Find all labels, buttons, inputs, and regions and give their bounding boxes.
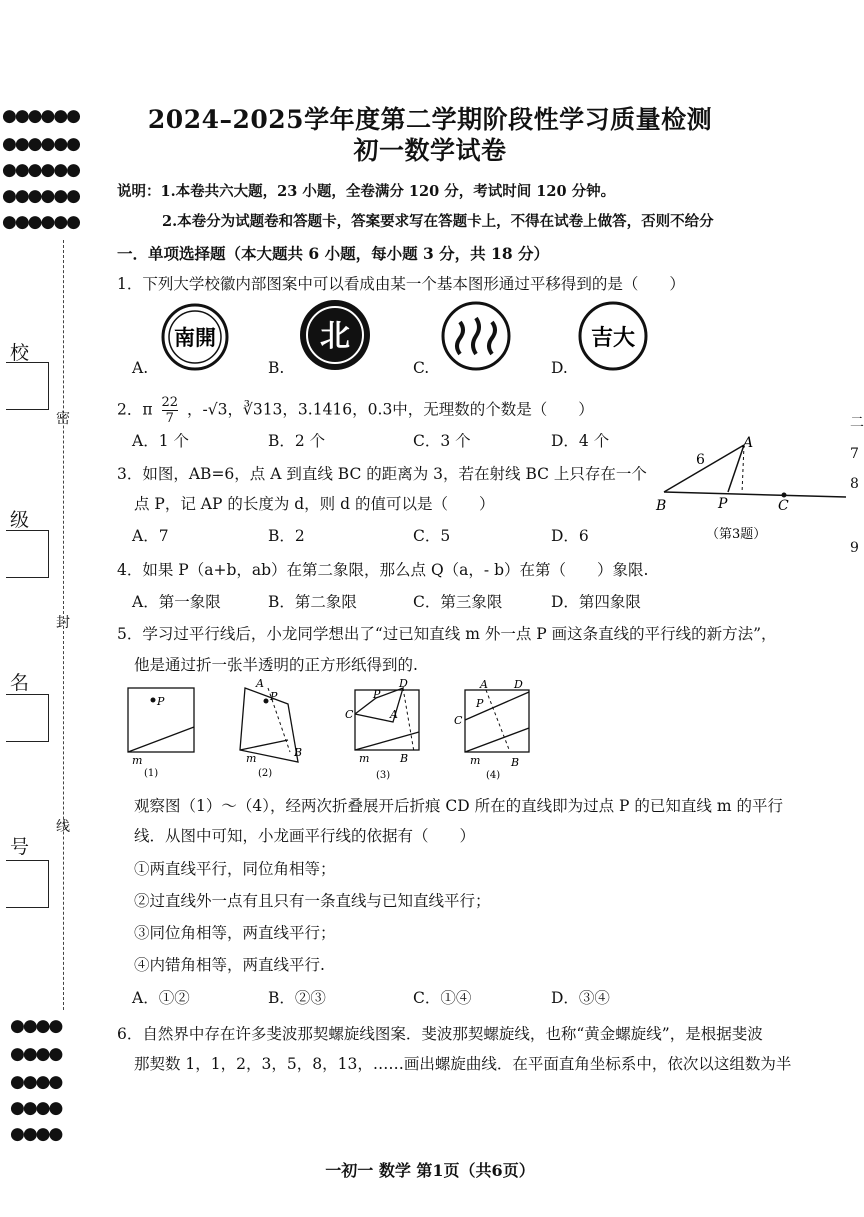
fig2-label-m: m (246, 752, 257, 765)
q5-option-d: D．③④ (551, 989, 610, 1007)
q3-option-b: B．2 (268, 527, 305, 545)
instructions-line1: 说明：1.本卷共六大题，23 小题，全卷满分 120 分，考试时间 120 分钟。 (117, 183, 616, 200)
sidebar-label-school: 校 (10, 342, 30, 364)
sidebar-label-class: 级 (10, 509, 30, 531)
sidebar-dots-row: ●●●●●● (2, 106, 80, 126)
fig3-label-p: P (373, 688, 381, 701)
q2-stem (117, 395, 594, 426)
q1-stem: 1．下列大学校徽内部图案中可以看成由某一个基本图形通过平移得到的是（ ） (117, 275, 685, 293)
q3-label-c: C (778, 498, 789, 514)
sidebar-box-number (6, 860, 49, 908)
q5-line1: 5．学习过平行线后，小龙同学想出了“过已知直线 m 外一点 P 画这条直线的平行线的新方法”， (117, 625, 777, 643)
q1-option-a: A. (132, 359, 149, 377)
q5-item-4: ④内错角相等，两直线平行. (134, 956, 325, 974)
fig2-caption: (2) (258, 768, 273, 779)
sidebar-dots-row: ●●●●●● (2, 186, 80, 206)
fig4-label-p: P (476, 697, 484, 710)
q2-stem-suffix: ，-√3，∛313，3.1416，0.3中，无理数的个数是（ ） (186, 400, 594, 419)
sidebar-box-name (6, 694, 49, 742)
q3-label-length: 6 (696, 452, 705, 468)
q5-observation-line1: 观察图（1）～（4），经两次折叠展开后折痕 CD 所在的直线即为过点 P 的已知直线 m 的平行 (134, 797, 783, 815)
q3-figure (650, 430, 850, 550)
q2-option-c: C．3 个 (413, 432, 471, 450)
sidebar-dots-row: ●●●●●● (2, 134, 80, 154)
sidebar-dots-row: ●●●● (10, 1044, 62, 1064)
sidebar-dots-row: ●●●●●● (2, 160, 80, 180)
q5-figures (118, 677, 538, 790)
emblem-nankai (160, 302, 230, 372)
emblem-jilin (577, 300, 649, 372)
fig2-label-b: B (294, 746, 303, 759)
q2-stem-prefix: 2．π (117, 400, 153, 419)
q5-line2: 他是通过折一张半透明的正方形纸得到的. (134, 656, 418, 674)
q5-observation-line2: 线．从图中可知，小龙画平行线的依据有（ ） (134, 827, 476, 845)
sidebar-label-name: 名 (10, 672, 30, 694)
q3-option-a: A．7 (132, 527, 169, 545)
q4-option-a: A．第一象限 (132, 593, 221, 611)
emblem-peking (298, 298, 372, 372)
q1-option-b: B. (268, 359, 285, 377)
sidebar-dots-row: ●●●●●● (2, 212, 80, 232)
q3-line2: 点 P，记 AP 的长度为 d，则 d 的值可以是（ ） (134, 495, 495, 513)
page-footer: 一初一 数学 第1页（共6页） (325, 1161, 535, 1180)
sidebar-label-number: 号 (10, 836, 30, 858)
fig3-label-m: m (359, 752, 370, 765)
q2-option-d: D．4 个 (551, 432, 610, 450)
fig2-label-p: P (270, 690, 278, 703)
binding-char-xian: 线 (56, 819, 70, 835)
section1-heading: 一．单项选择题（本大题共 6 小题，每小题 3 分，共 18 分） (117, 244, 550, 263)
emblem-nankai-text: 南開 (174, 325, 216, 350)
q5-item-2: ②过直线外一点有且只有一条直线与已知直线平行； (134, 892, 491, 910)
q3-line1: 3．如图，AB=6，点 A 到直线 BC 的距离为 3，若在射线 BC 上只存在一个 (117, 465, 647, 483)
fig3-caption: (3) (376, 770, 391, 781)
q2-option-a: A．1 个 (132, 432, 189, 450)
q6-line2: 那契数 1，1，2，3，5，8，13，……画出螺旋曲线．在平面直角坐标系中，依次以这组数为半 (134, 1055, 792, 1073)
fig4-label-a: A (480, 678, 488, 691)
q4-option-c: C．第三象限 (413, 593, 503, 611)
emblem-sichuan (440, 300, 512, 372)
instructions-line2: 2.本卷分为试题卷和答题卡，答案要求写在答题卡上，不得在试卷上做答，否则不给分 (162, 213, 714, 230)
q6-line1: 6．自然界中存在许多斐波那契螺旋线图案．斐波那契螺旋线，也称“黄金螺旋线”，是根据斐波 (117, 1025, 763, 1043)
fig3-label-b: B (400, 752, 409, 765)
fig1-label-m: m (132, 754, 143, 767)
q1-option-d: D. (551, 359, 568, 377)
q5-item-1: ①两直线平行，同位角相等； (134, 860, 336, 878)
q2-fraction-denominator: 7 (165, 411, 174, 426)
fig3-label-d: D (399, 677, 408, 690)
q5-item-3: ③同位角相等，两直线平行； (134, 924, 336, 942)
fig3-label-a: A (390, 708, 398, 721)
q5-option-b: B．②③ (268, 989, 326, 1007)
sidebar-dots-row: ●●●● (10, 1098, 62, 1118)
exam-subtitle: 初一数学试卷 (353, 136, 507, 165)
emblem-sichuan-text: 川 (475, 370, 477, 371)
fig4-label-b: B (511, 756, 520, 769)
right-edge-glyph: 二 (850, 415, 864, 431)
q1-option-c: C. (413, 359, 430, 377)
emblem-jilin-text: 吉大 (590, 325, 636, 351)
right-edge-glyph: 8 (850, 476, 859, 492)
q2-option-b: B．2 个 (268, 432, 326, 450)
binding-char-feng: 封 (56, 615, 70, 631)
fig2-label-a: A (256, 677, 264, 690)
binding-char-mi: 密 (56, 411, 70, 427)
sidebar-dots-row: ●●●● (10, 1124, 62, 1144)
fig1-caption: (1) (144, 768, 159, 779)
q3-label-b: B (656, 498, 667, 514)
fig4-label-d: D (514, 678, 523, 691)
q3-label-p: P (718, 496, 728, 512)
sidebar-dots-row: ●●●● (10, 1016, 62, 1036)
q4-stem: 4．如果 P（a+b，ab）在第二象限，那么点 Q（a，- b）在第（ ）象限. (117, 561, 649, 579)
fig1-label-p: P (157, 695, 165, 708)
q2-fraction-numerator: 22 (161, 395, 179, 410)
fig4-label-m: m (470, 754, 481, 767)
emblem-peking-text: 北 (320, 319, 350, 354)
q3-label-a: A (743, 435, 754, 451)
fig4-caption: (4) (486, 770, 501, 781)
exam-title: 2024–2025学年度第二学期阶段性学习质量检测 (147, 105, 713, 134)
sidebar-dots-row: ●●●● (10, 1072, 62, 1092)
q3-option-c: C．5 (413, 527, 451, 545)
q4-option-b: B．第二象限 (268, 593, 357, 611)
sidebar-box-school (6, 362, 49, 410)
right-edge-glyph: 7 (850, 446, 859, 462)
q4-option-d: D．第四象限 (551, 593, 641, 611)
q3-option-d: D．6 (551, 527, 589, 545)
right-edge-glyph: 9 (850, 540, 859, 556)
fig4-label-c: C (454, 714, 463, 727)
q5-option-a: A．①② (132, 989, 190, 1007)
q5-option-c: C．①④ (413, 989, 472, 1007)
q3-caption: （第3题） (706, 527, 767, 542)
fig3-label-c: C (345, 708, 354, 721)
sidebar-box-class (6, 530, 49, 578)
q2-fraction (162, 395, 179, 426)
